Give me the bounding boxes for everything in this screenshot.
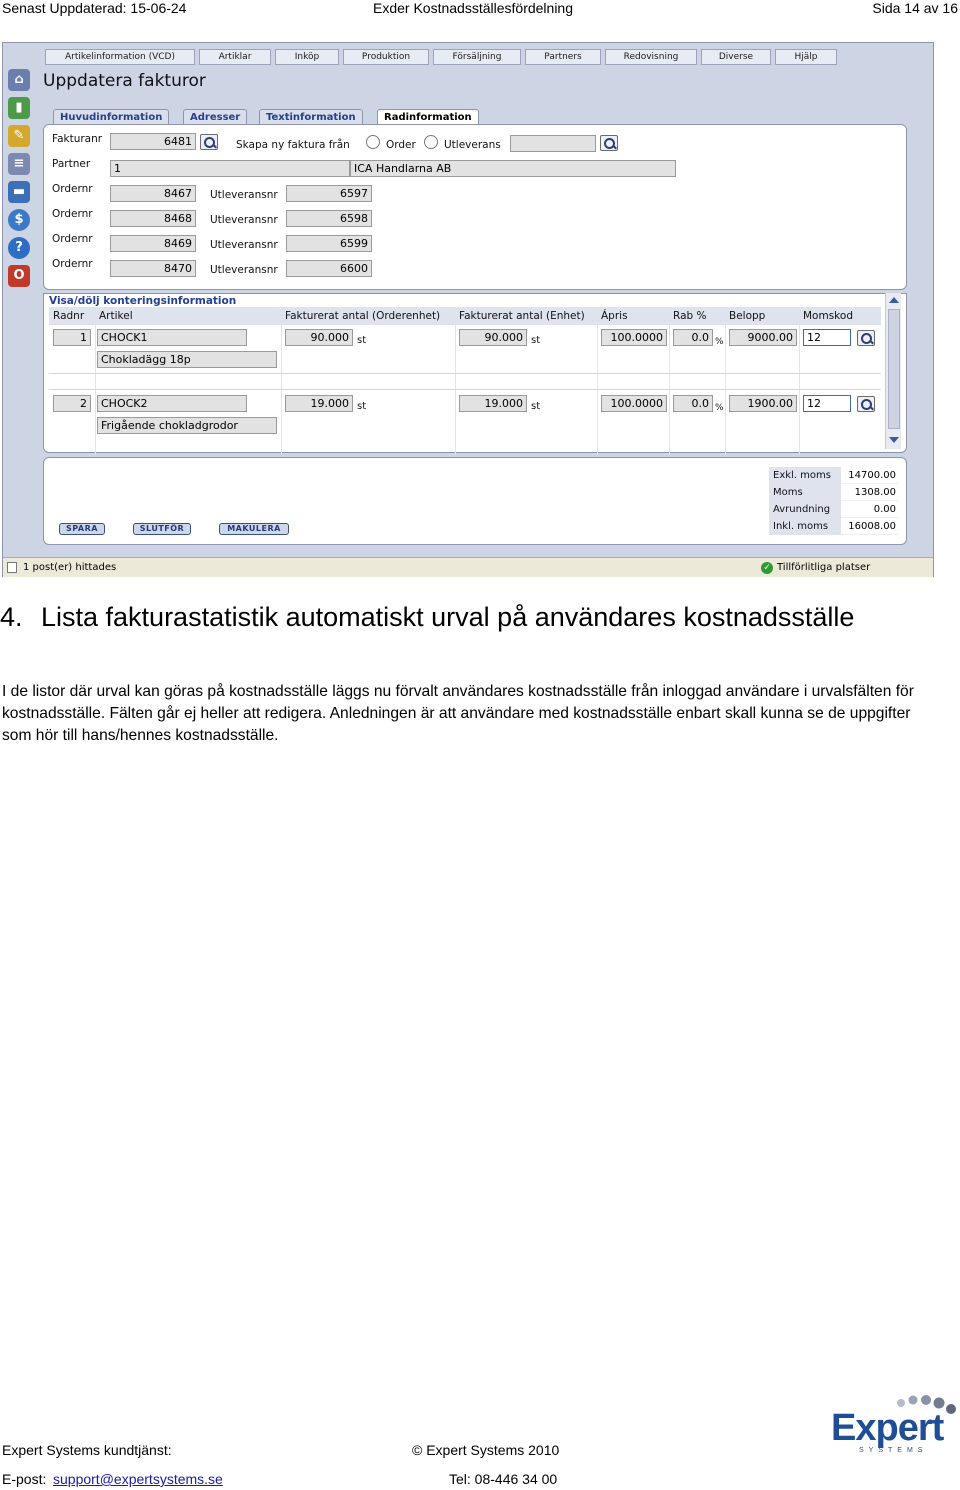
scroll-down-icon[interactable] [889, 437, 899, 443]
row-apris[interactable]: 100.0000 [601, 329, 667, 346]
row-antal-order[interactable]: 19.000 [285, 395, 353, 412]
section-number: 4. [0, 602, 23, 632]
order-radio[interactable] [366, 135, 380, 149]
skapa-from-field[interactable] [510, 135, 596, 152]
col-separator [669, 325, 670, 455]
search-icon[interactable] [857, 396, 875, 412]
row-beskrivning[interactable]: Frigående chokladgrodor [97, 417, 277, 434]
section-title: Lista fakturastatistik automatiskt urval på användares kostnadsställe [41, 602, 855, 632]
ordernr-field[interactable]: 8467 [110, 185, 196, 202]
document-icon[interactable]: ≡ [8, 153, 30, 175]
status-bar [3, 557, 933, 577]
total-value: 16008.00 [841, 518, 899, 535]
row-enhet-order: st [357, 335, 367, 346]
col-separator [455, 325, 456, 455]
makulera-button[interactable]: MAKULERA [219, 523, 289, 535]
spara-button[interactable]: SPARA [59, 523, 105, 535]
partner-name-field[interactable]: ICA Handlarna AB [350, 160, 676, 177]
row-belopp[interactable]: 1900.00 [729, 395, 797, 412]
col-antal-enhet: Fakturerat antal (Enhet) [459, 310, 585, 322]
row-rab[interactable]: 0.0 [673, 395, 713, 412]
status-right: Tillförlitliga platser [777, 562, 871, 573]
app-screenshot [2, 42, 934, 577]
row-momskod[interactable]: 12 [803, 329, 851, 346]
ordernr-label: Ordernr [52, 183, 93, 195]
row-belopp[interactable]: 9000.00 [729, 329, 797, 346]
sidebar [5, 69, 31, 299]
main-menu [5, 47, 933, 67]
row-antal-order[interactable]: 90.000 [285, 329, 353, 346]
menu-artiklar[interactable]: Artiklar [199, 49, 271, 65]
expert-systems-logo [831, 1395, 959, 1455]
utleverans-radio[interactable] [424, 135, 438, 149]
home-icon[interactable]: ⌂ [8, 69, 30, 91]
logo-sub: SYSTEMS [859, 1447, 928, 1454]
row-enhet: st [531, 335, 541, 346]
ordernr-field[interactable]: 8468 [110, 210, 196, 227]
footer-copyright: © Expert Systems 2010 [412, 1442, 560, 1458]
row-artikel[interactable]: CHOCK2 [97, 395, 247, 412]
row-enhet-order: st [357, 401, 367, 412]
row-apris[interactable]: 100.0000 [601, 395, 667, 412]
row-pct: % [715, 337, 724, 347]
column-header [49, 307, 881, 325]
header-updated: Senast Uppdaterad: 15-06-24 [2, 0, 187, 16]
total-label: Exkl. moms [769, 467, 841, 484]
logo-text: Expert [831, 1407, 944, 1449]
check-icon: ✓ [761, 562, 773, 574]
col-belopp: Belopp [729, 310, 766, 322]
utlev-field[interactable]: 6599 [286, 235, 372, 252]
footer-phone: Tel: 08-446 34 00 [449, 1471, 558, 1487]
partner-id-field[interactable]: 1 [110, 160, 350, 177]
search-icon[interactable] [200, 134, 218, 150]
fakturanr-label: Fakturanr [52, 133, 103, 145]
col-separator [799, 325, 800, 455]
header-panel [43, 124, 907, 290]
menu-inkop[interactable]: Inköp [275, 49, 339, 65]
tab-huvudinformation[interactable]: Huvudinformation [53, 109, 169, 125]
search-icon[interactable] [600, 135, 618, 151]
row-radnr[interactable]: 1 [53, 329, 91, 346]
total-value: 0.00 [841, 501, 899, 518]
menu-hjalp[interactable]: Hjälp [775, 49, 837, 65]
row-enhet: st [531, 401, 541, 412]
row-antal[interactable]: 90.000 [459, 329, 527, 346]
section-body: I de listor där urval kan göras på kostnadsställe läggs nu förvalt användares kostnadsställe från inloggad användare i urvalsfälten för kostnadsställe. Fälten går ej heller att redigera. Anledningen är att användare med kostnadsställe enbart skall kunna se de uppgifter som hör till hans/hennes kostnadsställe. [2, 683, 914, 744]
help-icon[interactable]: ? [8, 237, 30, 259]
row-artikel[interactable]: CHOCK1 [97, 329, 247, 346]
scroll-up-icon[interactable] [889, 297, 899, 303]
slutfor-button[interactable]: SLUTFÖR [133, 523, 191, 535]
logout-icon[interactable]: O [8, 265, 30, 287]
utlev-label: Utleveransnr [210, 214, 278, 226]
total-value: 1308.00 [841, 484, 899, 501]
row-antal[interactable]: 19.000 [459, 395, 527, 412]
col-antal-orderenhet: Fakturerat antal (Orderenhet) [285, 310, 441, 322]
col-apris: Ápris [601, 310, 628, 322]
page-icon [7, 562, 17, 573]
col-separator [281, 325, 282, 455]
col-separator [725, 325, 726, 455]
row-momskod[interactable]: 12 [803, 395, 851, 412]
menu-artikelinformation[interactable]: Artikelinformation (VCD) [45, 49, 195, 65]
row-divider [49, 373, 881, 374]
col-separator [597, 325, 598, 455]
col-radnr: Radnr [53, 310, 85, 322]
row-divider [49, 389, 881, 390]
utlev-field[interactable]: 6600 [286, 260, 372, 277]
search-icon[interactable] [857, 330, 875, 346]
footer-email-link[interactable]: support@expertsystems.se [53, 1471, 223, 1487]
app-title: Uppdatera fakturor [43, 71, 206, 91]
rows-scrollbar[interactable] [885, 293, 901, 449]
tab-adresser[interactable]: Adresser [183, 109, 247, 125]
header-page-number: Sida 14 av 16 [872, 0, 958, 16]
ordernr-field[interactable]: 8470 [110, 260, 196, 277]
footer-support-label: Expert Systems kundtjänst: [2, 1442, 172, 1458]
utlev-label: Utleveransnr [210, 189, 278, 201]
utleverans-radio-label: Utleverans [444, 139, 501, 151]
col-rab: Rab % [673, 310, 707, 322]
bar-chart-icon[interactable]: ▮ [8, 97, 30, 119]
row-radnr[interactable]: 2 [53, 395, 91, 412]
row-pct: % [715, 403, 724, 413]
order-radio-label: Order [386, 139, 416, 151]
footer-email-label: E-post: [2, 1471, 47, 1487]
menu-forsaljning[interactable]: Försäljning [433, 49, 521, 65]
total-label: Avrundning [769, 501, 841, 518]
col-separator [95, 325, 96, 455]
scroll-thumb[interactable] [888, 309, 900, 429]
row-beskrivning[interactable]: Chokladägg 18p [97, 351, 277, 368]
menu-diverse[interactable]: Diverse [701, 49, 771, 65]
ordernr-label: Ordernr [52, 208, 93, 220]
tab-textinformation[interactable]: Textinformation [259, 109, 363, 125]
menu-partners[interactable]: Partners [525, 49, 601, 65]
tab-radinformation[interactable]: Radinformation [377, 109, 479, 125]
menu-redovisning[interactable]: Redovisning [605, 49, 697, 65]
menu-produktion[interactable]: Produktion [343, 49, 429, 65]
truck-icon[interactable]: ▬ [8, 181, 30, 203]
row-rab[interactable]: 0.0 [673, 329, 713, 346]
ordernr-label: Ordernr [52, 258, 93, 270]
total-value: 14700.00 [841, 467, 899, 484]
header-doc-title: Exder Kostnadsställesfördelning [373, 0, 574, 16]
fakturanr-field[interactable]: 6481 [110, 133, 196, 150]
status-left: 1 post(er) hittades [23, 562, 117, 573]
col-artikel: Artikel [99, 310, 133, 322]
utlev-field[interactable]: 6597 [286, 185, 372, 202]
utlev-label: Utleveransnr [210, 264, 278, 276]
edit-icon[interactable]: ✎ [8, 125, 30, 147]
utlev-field[interactable]: 6598 [286, 210, 372, 227]
ordernr-field[interactable]: 8469 [110, 235, 196, 252]
col-momskod: Momskod [803, 310, 853, 322]
ordernr-label: Ordernr [52, 233, 93, 245]
toggle-kontering-link[interactable]: Visa/dölj konteringsinformation [49, 295, 237, 307]
partner-label: Partner [52, 158, 91, 170]
total-label: Moms [769, 484, 841, 501]
skapa-label: Skapa ny faktura från [236, 139, 350, 151]
dollar-icon[interactable]: $ [8, 209, 30, 231]
total-label: Inkl. moms [769, 518, 841, 535]
utlev-label: Utleveransnr [210, 239, 278, 251]
